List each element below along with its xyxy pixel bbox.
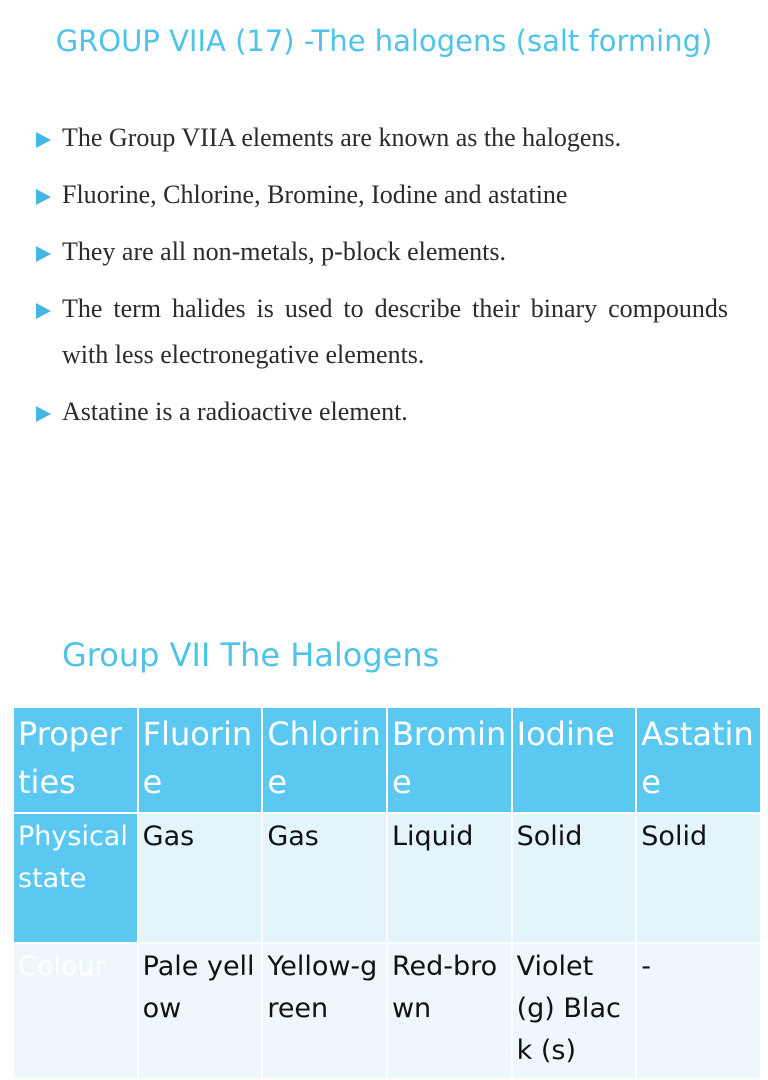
bullet-text: Fluorine, Chlorine, Bromine, Iodine and astatine xyxy=(62,180,568,209)
table-row xyxy=(13,813,761,943)
table-cell: Gas xyxy=(138,813,263,943)
bullet-item xyxy=(34,229,728,275)
table-cell: Solid xyxy=(512,813,637,943)
header-cell: Properties xyxy=(13,707,138,813)
table-cell: Pale yellow xyxy=(138,943,263,1079)
header-cell: Iodine xyxy=(512,707,637,813)
table-cell: Solid xyxy=(636,813,761,943)
triangle-bullet-icon xyxy=(36,406,51,422)
triangle-bullet-icon xyxy=(36,303,51,319)
triangle-bullet-icon xyxy=(36,189,51,205)
bullet-text: The Group VIIA elements are known as the halogens. xyxy=(62,123,622,152)
bullet-item xyxy=(34,389,728,435)
row-label-cell: Colour xyxy=(13,943,138,1079)
table-cell: Yellow-green xyxy=(262,943,387,1079)
table-cell: Gas xyxy=(262,813,387,943)
bullet-text: The term halides is used to describe their binary compounds with less electronegative elements. xyxy=(62,294,728,369)
header-cell: Astatine xyxy=(636,707,761,813)
table-cell: Liquid xyxy=(387,813,512,943)
section-title: Group VII The Halogens xyxy=(62,636,440,674)
row-label-cell: Physical state xyxy=(13,813,138,943)
table-cell: Red-brown xyxy=(387,943,512,1079)
bullet-list xyxy=(34,115,728,446)
table-cell: - xyxy=(636,943,761,1079)
halogen-properties-table xyxy=(12,706,762,1080)
table-row xyxy=(13,943,761,1079)
triangle-bullet-icon xyxy=(36,246,51,262)
bullet-text: Astatine is a radioactive element. xyxy=(62,397,408,426)
bullet-item xyxy=(34,172,728,218)
table-header-row xyxy=(13,707,761,813)
slide-title: GROUP VIIA (17) -The halogens (salt forming) xyxy=(55,24,713,58)
table-cell: Violet (g) Black (s) xyxy=(512,943,637,1079)
bullet-item xyxy=(34,115,728,161)
header-cell: Fluorine xyxy=(138,707,263,813)
header-cell: Bromine xyxy=(387,707,512,813)
header-cell: Chlorine xyxy=(262,707,387,813)
bullet-text: They are all non-metals, p-block elements. xyxy=(62,237,507,266)
halogen-table-container xyxy=(12,706,760,1066)
triangle-bullet-icon xyxy=(36,132,51,148)
bullet-item xyxy=(34,286,728,378)
